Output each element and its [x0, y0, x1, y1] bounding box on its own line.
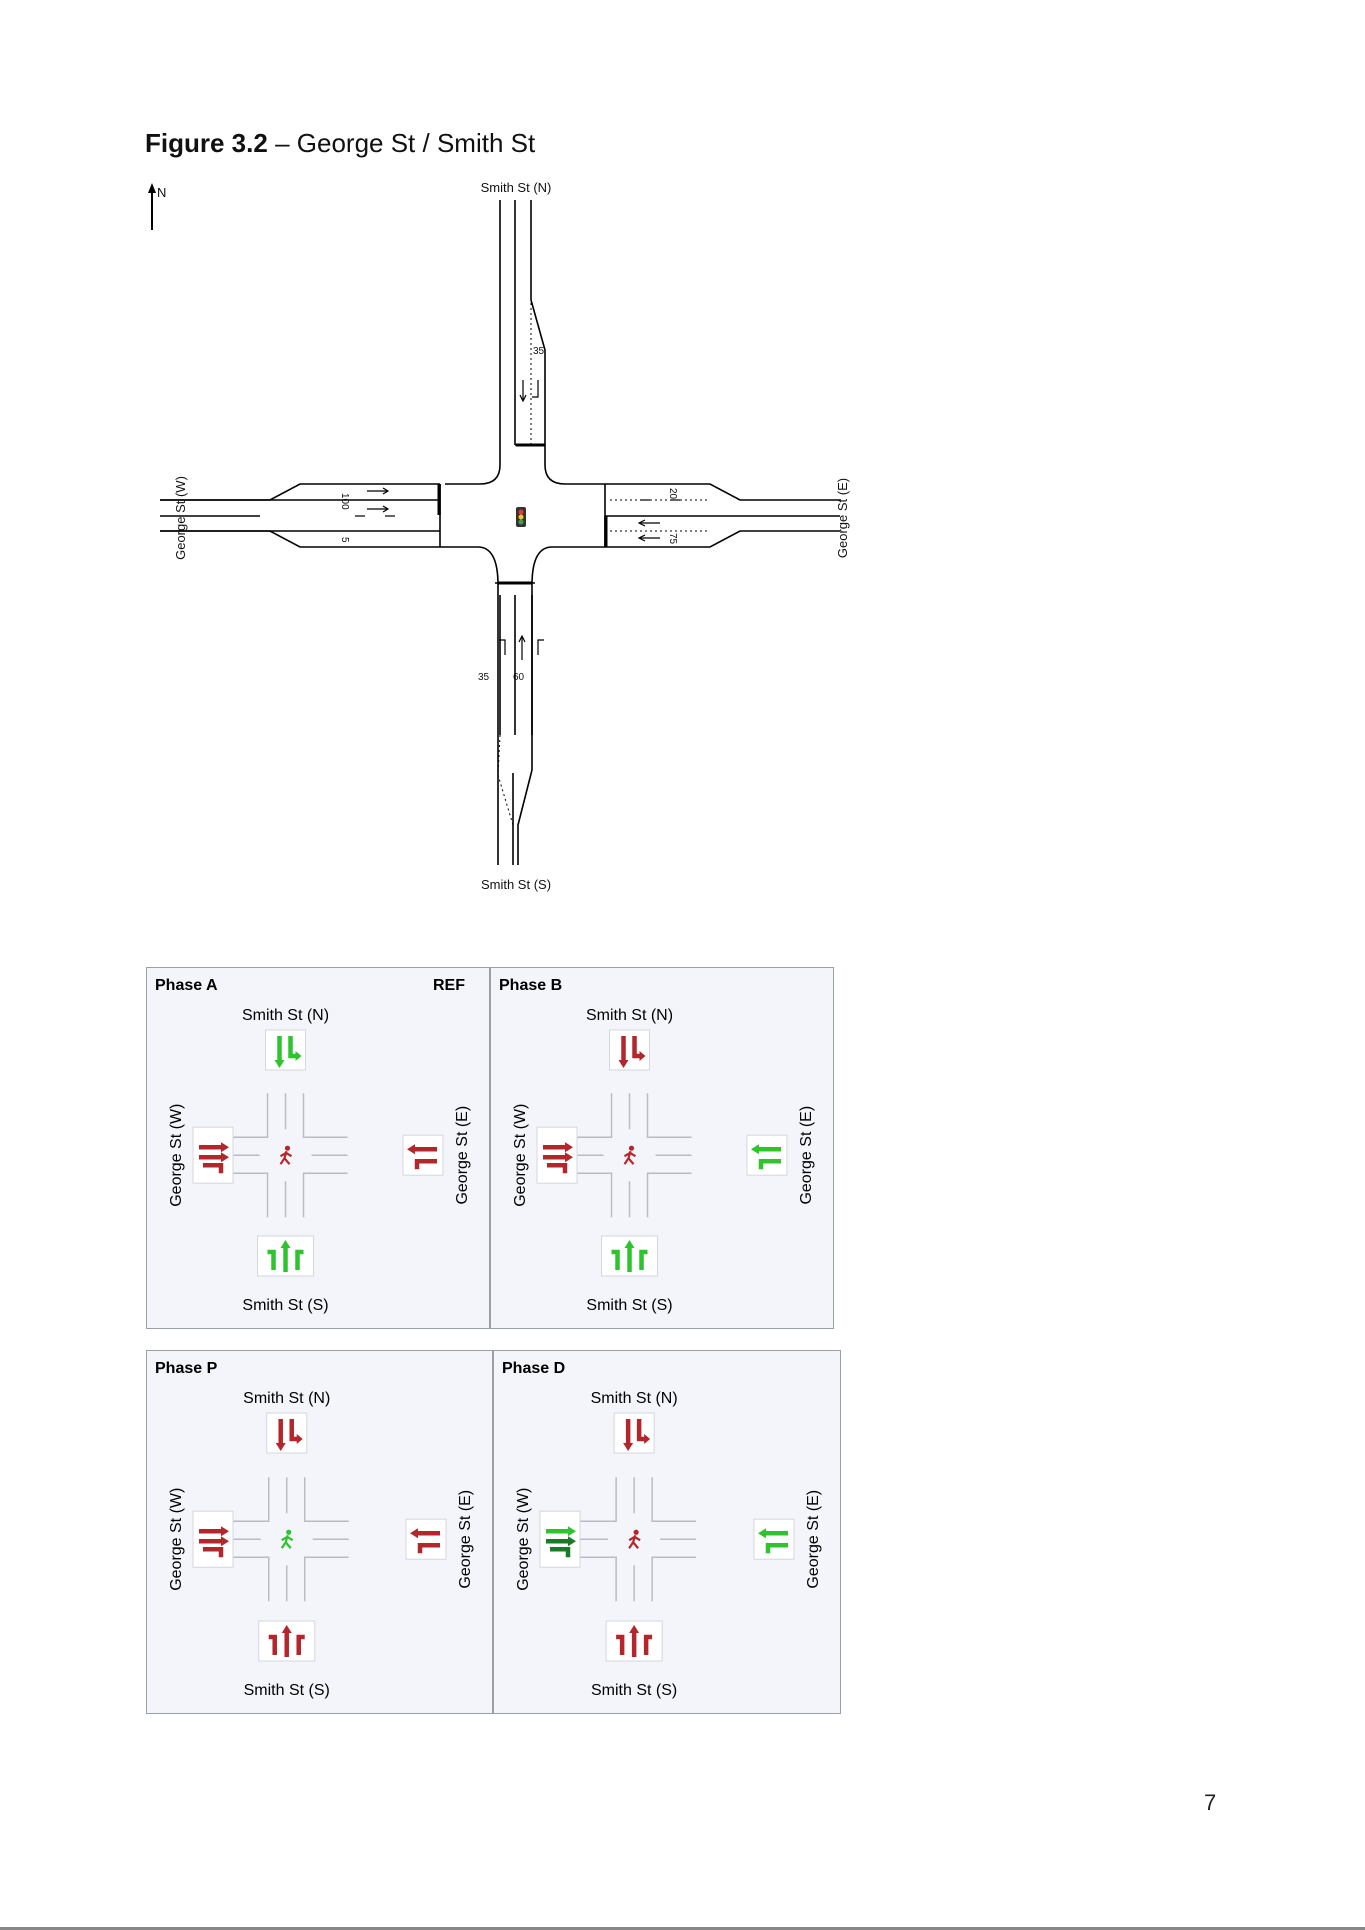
figure-title: [145, 128, 535, 159]
label-east: George St (E): [835, 477, 850, 559]
lane-arrows: [367, 380, 660, 660]
signal-west-arrows: [193, 1511, 233, 1567]
signal-east-arrows: [754, 1519, 794, 1559]
signal-west-arrows: [540, 1511, 580, 1567]
phase-label-west: George St (W): [512, 1103, 529, 1207]
phase-label-north: Smith St (N): [243, 1390, 331, 1407]
length-south-left: 35: [478, 672, 490, 683]
pedestrian-icon: [629, 1530, 640, 1549]
label-north: Smith St (N): [480, 180, 552, 195]
figure-caption: George St / Smith St: [296, 128, 536, 158]
phase-label-west: George St (W): [168, 1103, 185, 1207]
phase-diagram: [491, 968, 833, 1328]
phase-label-north: Smith St (N): [590, 1390, 678, 1407]
intersection-layout-diagram: [140, 175, 860, 905]
phase-label-west: George St (W): [515, 1487, 532, 1591]
phase-label-north: Smith St (N): [241, 1007, 330, 1024]
signal-west-arrows: [193, 1127, 233, 1183]
phase-diagram: [494, 1351, 840, 1713]
figure-dash: –: [275, 128, 290, 158]
phase-panel-a: [146, 967, 490, 1329]
phase-ref-tag: REF: [433, 977, 465, 994]
phase-panel-p: [146, 1350, 493, 1714]
length-east-lower: 75: [667, 533, 678, 545]
phase-title: Phase D: [502, 1360, 566, 1377]
phase-label-south: Smith St (S): [586, 1297, 673, 1314]
pedestrian-icon: [625, 1146, 636, 1165]
phase-label-east: George St (E): [798, 1105, 815, 1205]
signal-south-arrows: [602, 1236, 658, 1276]
phase-label-north: Smith St (N): [585, 1007, 674, 1024]
north-label: N: [157, 185, 167, 200]
signal-south-arrows: [259, 1621, 315, 1661]
phase-title: Phase P: [155, 1360, 218, 1377]
phase-label-south: Smith St (S): [243, 1682, 330, 1699]
length-west-lower: 5: [339, 537, 350, 543]
lane-taper-dots: [300, 303, 710, 825]
phase-label-south: Smith St (S): [242, 1297, 329, 1314]
signal-south-arrows: [606, 1621, 662, 1661]
signal-east-arrows: [406, 1519, 446, 1559]
signal-north-arrows: [266, 1030, 306, 1070]
length-north: 35: [533, 346, 545, 357]
phase-label-south: Smith St (S): [591, 1682, 678, 1699]
label-west: George St (W): [173, 476, 188, 560]
phase-label-west: George St (W): [168, 1487, 185, 1591]
pedestrian-icon: [281, 1146, 292, 1165]
phase-label-east: George St (E): [454, 1105, 471, 1205]
signal-north-arrows: [267, 1413, 307, 1453]
signal-east-arrows: [403, 1135, 443, 1175]
signal-north-arrows: [610, 1030, 650, 1070]
label-south: Smith St (S): [480, 877, 552, 892]
phase-panel-d: [493, 1350, 841, 1714]
phase-title: Phase B: [499, 977, 563, 994]
signal-south-arrows: [258, 1236, 314, 1276]
phase-diagram: [147, 968, 489, 1328]
traffic-signal-icon: [516, 507, 526, 527]
road-edges: [160, 200, 840, 865]
phase-diagram: [147, 1351, 492, 1713]
length-south-right: 60: [513, 672, 525, 683]
phase-label-east: George St (E): [805, 1489, 822, 1589]
phase-panel-b: [490, 967, 834, 1329]
phase-title: Phase A: [155, 977, 218, 994]
figure-label: Figure 3.2: [145, 128, 268, 158]
pedestrian-icon: [282, 1530, 293, 1549]
phase-label-east: George St (E): [457, 1489, 474, 1589]
signal-north-arrows: [614, 1413, 654, 1453]
lane-length-labels: [339, 346, 678, 683]
length-east-upper: 20: [667, 488, 678, 500]
signal-west-arrows: [537, 1127, 577, 1183]
north-arrow: [148, 183, 166, 230]
page-number: 7: [1204, 1790, 1217, 1815]
length-west-upper: 100: [339, 493, 350, 510]
signal-east-arrows: [747, 1135, 787, 1175]
